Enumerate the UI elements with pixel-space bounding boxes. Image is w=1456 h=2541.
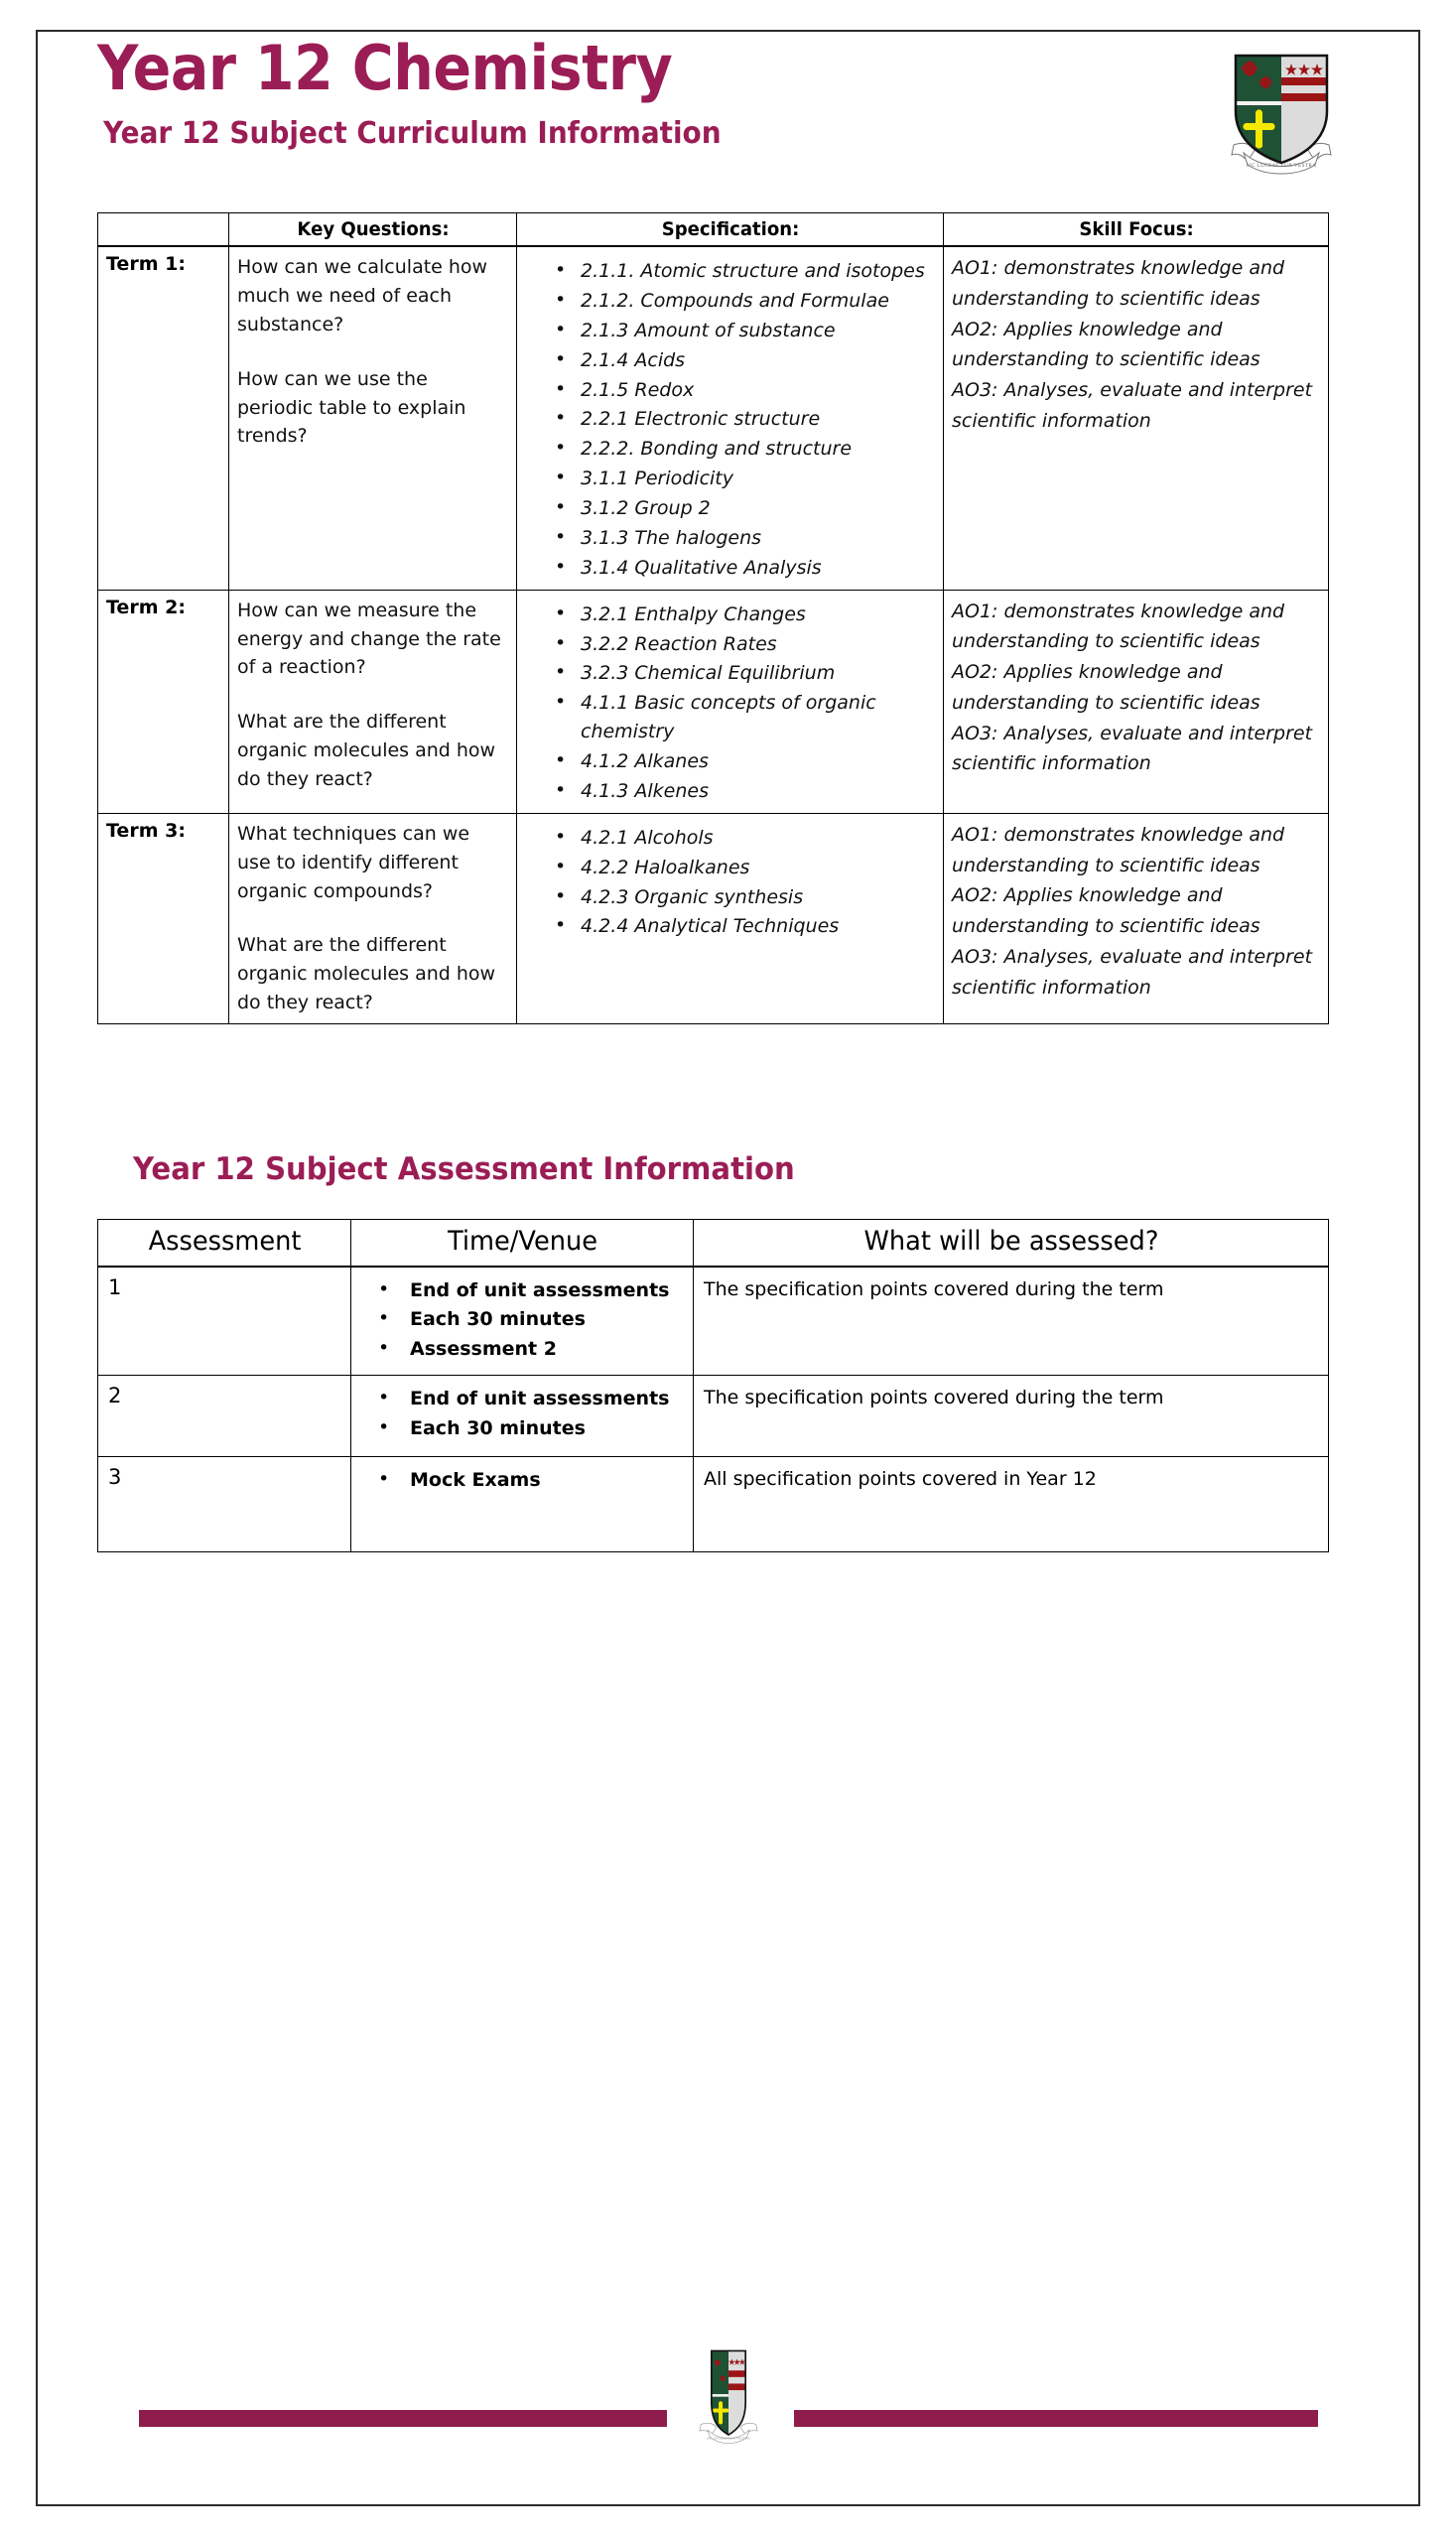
skill-focus-cell	[944, 813, 1329, 1023]
curriculum-table-wrap	[97, 212, 1359, 1024]
list-item: • 4.1.3 Alkenes	[555, 777, 935, 806]
list-item: • 2.2.2. Bonding and structure	[555, 435, 935, 464]
key-question: How can we measure the energy and change the rate of a reaction?	[237, 599, 501, 679]
document-footer	[38, 2334, 1418, 2453]
table-row	[98, 590, 1329, 813]
skill-focus-item: AO1: demonstrates knowledge and understanding to scientific ideas	[952, 600, 1285, 653]
curriculum-table	[97, 212, 1329, 1024]
specification-list	[525, 601, 935, 806]
term-label: Term 3:	[98, 813, 229, 1023]
col-header-term	[101, 213, 225, 247]
crest-motto-text: SIC LUCEAT LUX VESTRA	[706, 2436, 750, 2441]
key-question: What are the different organic molecules and how do they react?	[237, 934, 496, 1014]
table-row	[98, 1376, 1329, 1457]
list-item: • 4.1.1 Basic concepts of organic chemistry	[555, 689, 935, 746]
list-item: • End of unit assessments	[378, 1385, 692, 1413]
list-item: • Assessment 2	[378, 1335, 692, 1364]
document-page	[36, 30, 1420, 2506]
list-item: • 2.1.1. Atomic structure and isotopes	[555, 257, 935, 286]
list-item: • Each 30 minutes	[378, 1414, 692, 1443]
assessment-number: 1	[98, 1267, 351, 1376]
list-item: • 3.1.3 The halogens	[555, 524, 935, 553]
list-item: • 2.1.4 Acids	[555, 346, 935, 375]
document-header	[67, 32, 1389, 181]
list-item: • 4.2.3 Organic synthesis	[555, 883, 935, 912]
list-item: • Each 30 minutes	[378, 1305, 692, 1334]
list-item: • Mock Exams	[378, 1466, 692, 1495]
skill-focus-item: AO2: Applies knowledge and understanding to scientific ideas	[952, 318, 1260, 371]
what-assessed-cell: All specification points covered in Year 12	[694, 1457, 1329, 1552]
table-row	[98, 1457, 1329, 1552]
time-venue-list	[352, 1269, 692, 1374]
term-label: Term 1:	[98, 246, 229, 590]
term-label: Term 2:	[98, 590, 229, 813]
key-questions-cell	[229, 813, 517, 1023]
assessment-number: 3	[98, 1457, 351, 1552]
table-row	[98, 246, 1329, 590]
list-item: • 3.2.2 Reaction Rates	[555, 630, 935, 659]
key-question: What are the different organic molecules and how do they react?	[237, 711, 496, 790]
what-assessed-cell: The specification points covered during the term	[694, 1376, 1329, 1457]
list-item: • 2.2.1 Electronic structure	[555, 405, 935, 434]
skill-focus-item: AO3: Analyses, evaluate and interpret scientific information	[952, 945, 1313, 999]
col-header-what-assessed: What will be assessed?	[710, 1220, 1313, 1268]
key-question: How can we calculate how much we need of each substance?	[237, 256, 488, 335]
what-assessed-cell: The specification points covered during the term	[694, 1267, 1329, 1376]
col-header-specification: Specification:	[527, 213, 933, 247]
col-header-skill-focus: Skill Focus:	[953, 213, 1319, 247]
school-crest-icon	[1226, 50, 1337, 177]
list-item: • 3.1.2 Group 2	[555, 494, 935, 523]
time-venue-cell	[351, 1457, 694, 1552]
curriculum-header-row	[98, 213, 1329, 247]
time-venue-cell	[351, 1267, 694, 1376]
list-item: • 2.1.5 Redox	[555, 376, 935, 405]
list-item: • 4.2.1 Alcohols	[555, 824, 935, 853]
time-venue-list	[352, 1377, 692, 1453]
skill-focus-item: AO3: Analyses, evaluate and interpret scientific information	[952, 722, 1313, 775]
col-header-assessment: Assessment	[104, 1220, 344, 1268]
key-question: How can we use the periodic table to explain trends?	[237, 367, 466, 448]
list-item: • 3.1.4 Qualitative Analysis	[555, 554, 935, 583]
list-item: • 4.2.4 Analytical Techniques	[555, 912, 935, 941]
list-item: • 2.1.2. Compounds and Formulae	[555, 287, 935, 316]
table-row	[98, 813, 1329, 1023]
table-row	[98, 1267, 1329, 1376]
school-crest-icon	[692, 2344, 765, 2448]
assessment-heading: Year 12 Subject Assessment Information	[133, 1151, 795, 1187]
key-questions-cell	[229, 590, 517, 813]
specification-list	[525, 257, 935, 583]
assessment-table-wrap	[97, 1219, 1359, 1552]
page-title: Year 12 Chemistry	[97, 32, 673, 104]
specification-list	[525, 824, 935, 942]
list-item: • 3.2.3 Chemical Equilibrium	[555, 659, 935, 688]
list-item: • 3.2.1 Enthalpy Changes	[555, 601, 935, 629]
skill-focus-item: AO2: Applies knowledge and understanding to scientific ideas	[952, 661, 1260, 714]
key-questions-cell	[229, 246, 517, 590]
specification-cell	[517, 590, 944, 813]
assessment-table	[97, 1219, 1329, 1552]
skill-focus-item: AO2: Applies knowledge and understanding to scientific ideas	[952, 884, 1260, 938]
list-item: • 2.1.3 Amount of substance	[555, 317, 935, 345]
page-subtitle: Year 12 Subject Curriculum Information	[103, 116, 722, 152]
list-item: • 4.1.2 Alkanes	[555, 747, 935, 776]
col-header-key-questions: Key Questions:	[236, 213, 510, 247]
assessment-header-row	[98, 1220, 1329, 1268]
list-item: • 4.2.2 Haloalkanes	[555, 854, 935, 882]
skill-focus-item: AO1: demonstrates knowledge and understanding to scientific ideas	[952, 823, 1285, 876]
assessment-number: 2	[98, 1376, 351, 1457]
time-venue-cell	[351, 1376, 694, 1457]
key-question: What techniques can we use to identify different organic compounds?	[237, 822, 470, 902]
crest-motto-text: SIC LUCEAT LUX VESTRA	[1246, 163, 1317, 169]
footer-crest	[692, 2344, 765, 2453]
list-item: • End of unit assessments	[378, 1276, 692, 1305]
footer-bar-right	[794, 2410, 1318, 2427]
list-item: • 3.1.1 Periodicity	[555, 465, 935, 493]
footer-bar-left	[139, 2410, 667, 2427]
specification-cell	[517, 813, 944, 1023]
header-crest	[1226, 50, 1337, 177]
time-venue-list	[352, 1458, 692, 1505]
skill-focus-item: AO1: demonstrates knowledge and understanding to scientific ideas	[952, 257, 1285, 310]
specification-cell	[517, 246, 944, 590]
skill-focus-item: AO3: Analyses, evaluate and interpret scientific information	[952, 379, 1313, 432]
skill-focus-cell	[944, 246, 1329, 590]
title-block	[97, 32, 767, 152]
skill-focus-cell	[944, 590, 1329, 813]
col-header-time-venue: Time/Venue	[359, 1220, 685, 1268]
